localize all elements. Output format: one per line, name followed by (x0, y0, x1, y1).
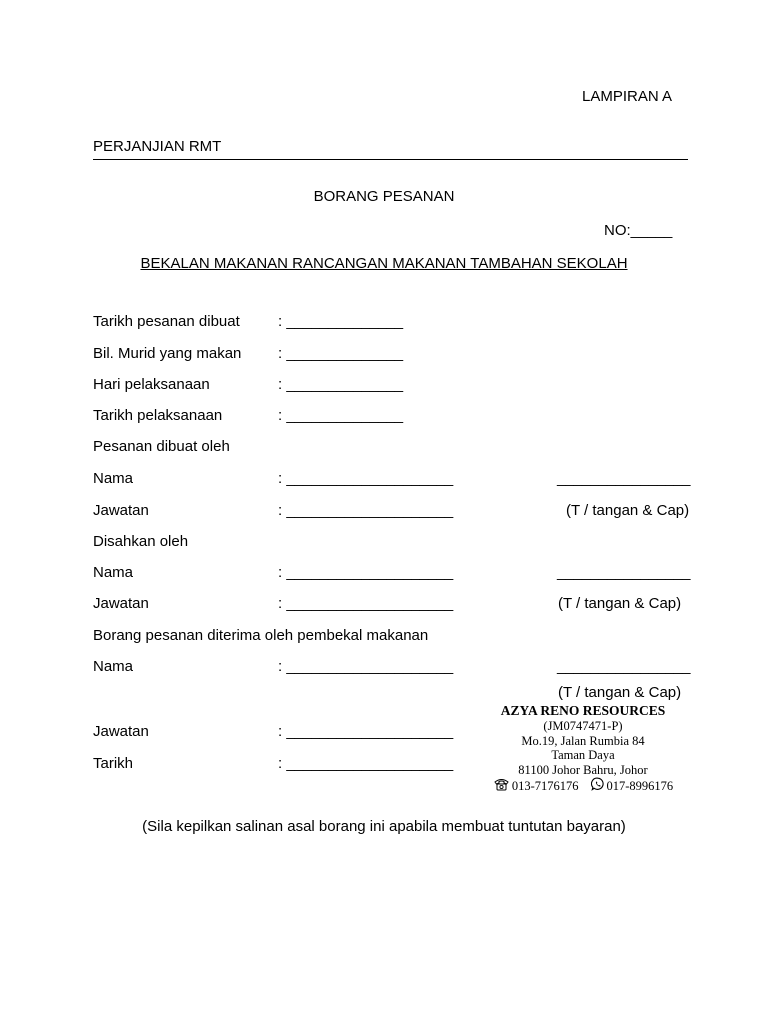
tarikh-pesanan-label: Tarikh pesanan dibuat (93, 313, 240, 330)
form-subtitle: BEKALAN MAKANAN RANCANGAN MAKANAN TAMBAHAN SEKOLAH (140, 255, 628, 272)
stamp-whatsapp-number: 017-8996176 (606, 778, 674, 793)
pesanan-jawatan-field[interactable]: : ____________________ (278, 502, 454, 519)
pesanan-nama-label: Nama (93, 470, 134, 487)
pembekal-jawatan-field[interactable]: : ____________________ (278, 723, 454, 740)
whatsapp-icon (591, 777, 605, 795)
pembekal-nama-label: Nama (93, 658, 134, 675)
tarikh-pelaksanaan-field[interactable]: : ______________ (278, 407, 404, 424)
pembekal-tarikh-field[interactable]: : ____________________ (278, 755, 454, 772)
stamp-address-line-1: Mo.19, Jalan Rumbia 84 (521, 733, 645, 748)
hari-label: Hari pelaksanaan (93, 376, 210, 393)
agreement-rule (93, 159, 688, 160)
pembekal-nama-field[interactable]: : ____________________ (278, 658, 454, 675)
stamp-registration: (JM0747471-P) (543, 719, 623, 733)
pesanan-heading: Pesanan dibuat oleh (93, 438, 230, 455)
disahkan-nama-field[interactable]: : ____________________ (278, 564, 454, 581)
stamp-address-line-3: 81100 Johor Bahru, Johor (518, 762, 648, 777)
footer-note: (Sila kepilkan salinan asal borang ini apabila membuat tuntutan bayaran) (142, 818, 626, 835)
disahkan-nama-label: Nama (93, 564, 134, 581)
stamp-company-name: AZYA RENO RESOURCES (500, 703, 666, 718)
pesanan-signature-caption: (T / tangan & Cap) (566, 502, 690, 519)
stamp-phones (493, 777, 673, 795)
pesanan-signature-line[interactable]: ________________ (557, 470, 691, 487)
pembekal-tarikh-label: Tarikh (93, 755, 134, 772)
lampiran-label: LAMPIRAN A (582, 88, 673, 105)
hari-field[interactable]: : ______________ (278, 376, 404, 393)
pesanan-jawatan-label: Jawatan (93, 502, 149, 519)
stamp-phone-number: 013-7176176 (511, 778, 579, 793)
company-stamp (478, 703, 688, 795)
stamp-address-line-2: Taman Daya (551, 748, 615, 762)
pembekal-signature-caption: (T / tangan & Cap) (558, 684, 682, 701)
tarikh-pesanan-field[interactable]: : ______________ (278, 313, 404, 330)
disahkan-jawatan-label: Jawatan (93, 595, 149, 612)
bil-murid-field[interactable]: : ______________ (278, 345, 404, 362)
form-number: NO:_____ (604, 222, 673, 239)
pembekal-heading: Borang pesanan diterima oleh pembekal makanan (93, 627, 429, 644)
disahkan-signature-line[interactable]: ________________ (557, 564, 691, 581)
tarikh-pelaksanaan-label: Tarikh pelaksanaan (93, 407, 223, 424)
disahkan-jawatan-field[interactable]: : ____________________ (278, 595, 454, 612)
bil-murid-label: Bil. Murid yang makan (93, 345, 242, 362)
pesanan-nama-field[interactable]: : ____________________ (278, 470, 454, 487)
disahkan-heading: Disahkan oleh (93, 533, 189, 550)
agreement-title: PERJANJIAN RMT (93, 138, 222, 155)
form-title: BORANG PESANAN (313, 188, 455, 205)
pembekal-signature-line[interactable]: ________________ (557, 658, 691, 675)
disahkan-signature-caption: (T / tangan & Cap) (558, 595, 682, 612)
pembekal-jawatan-label: Jawatan (93, 723, 149, 740)
telephone-icon (493, 777, 510, 795)
